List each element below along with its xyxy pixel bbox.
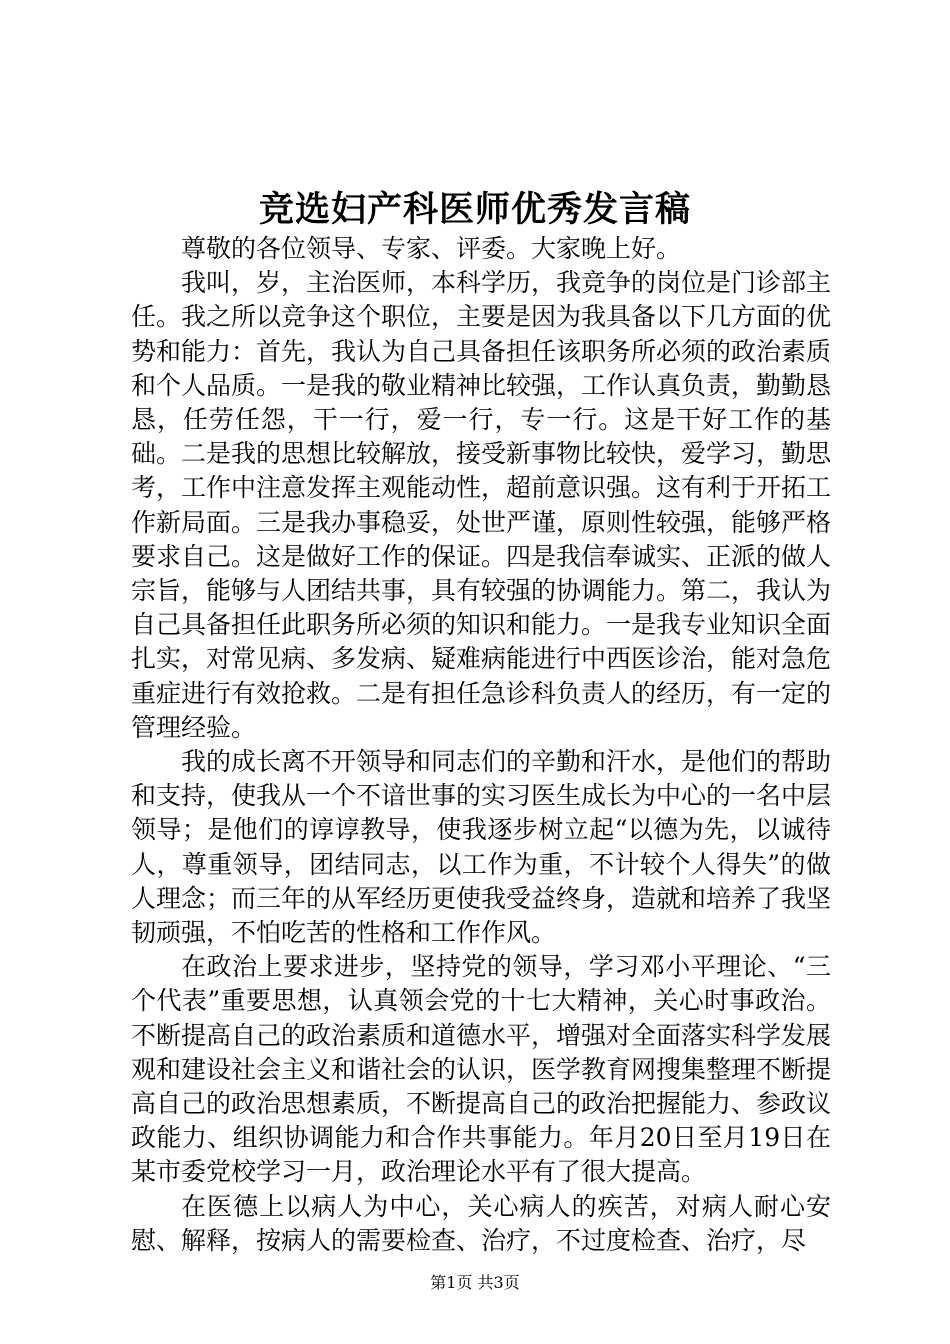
document-body xyxy=(131,232,831,1258)
paragraph-growth: 我的成长离不开领导和同志们的辛勤和汗水，是他们的帮助和支持，使我从一个不谙世事的实习医生成长为中心的一名中层领导；是他们的谆谆教导，使我逐步树立起“以德为先，以诚待人，尊重领导，团结同志，以工作为重，不计较个人得失”的做人理念；而三年的从军经历更使我受益终身，造就和培养了我坚韧顽强，不怕吃苦的性格和工作作风。 xyxy=(131,747,832,948)
document-title: 竞选妇产科医师优秀发言稿 xyxy=(258,189,691,230)
paragraph-medical-ethics: 在医德上以病人为中心，关心病人的疾苦，对病人耐心安慰、解释，按病人的需要检查、治疗，不过度检查、治疗，尽 xyxy=(131,1191,831,1255)
paragraph-introduction: 我叫，岁，主治医师，本科学历，我竞争的岗位是门诊部主任。我之所以竞争这个职位，主要是因为我具备以下几方面的优势和能力：首先，我认为自己具备担任该职务所必须的政治素质和个人品质。一是我的敬业精神比较强，工作认真负责，勤勤恳恳，任劳任怨，干一行，爱一行，专一行。这是干好工作的基础。二是我的思想比较解放，接受新事物比较快，爱学习，勤思考，工作中注意发挥主观能动性，超前意识强。这有利于开拓工作新局面。三是我办事稳妥，处世严谨，原则性较强，能够严格要求自己。这是做好工作的保证。四是我信奉诚实、正派的做人宗旨，能够与人团结共事，具有较强的协调能力。第二，我认为自己具备担任此职务所必须的知识和能力。一是我专业知识全面扎实，对常见病、多发病、疑难病能进行中西医诊治，能对急危重症进行有效抢救。二是有担任急诊科负责人的经历，有一定的管理经验。 xyxy=(131,268,832,742)
page-footer: 第1页 共3页 xyxy=(430,1273,520,1292)
paragraph-greeting: 尊敬的各位领导、专家、评委。大家晚上好。 xyxy=(181,234,682,263)
paragraph-politics: 在政治上要求进步，坚持党的领导，学习邓小平理论、“三个代表”重要思想，认真领会党的十七大精神，关心时事政治。不断提高自己的政治素质和道德水平，增强对全面落实科学发展观和建设社会主义和谐社会的认识，医学教育网搜集整理不断提高自己的政治思想素质，不断提高自己的政治把握能力、参政议政能力、组织协调能力和合作共事能力。年月20日至月19日在某市委党校学习一月，政治理论水平有了很大提高。 xyxy=(131,952,832,1187)
